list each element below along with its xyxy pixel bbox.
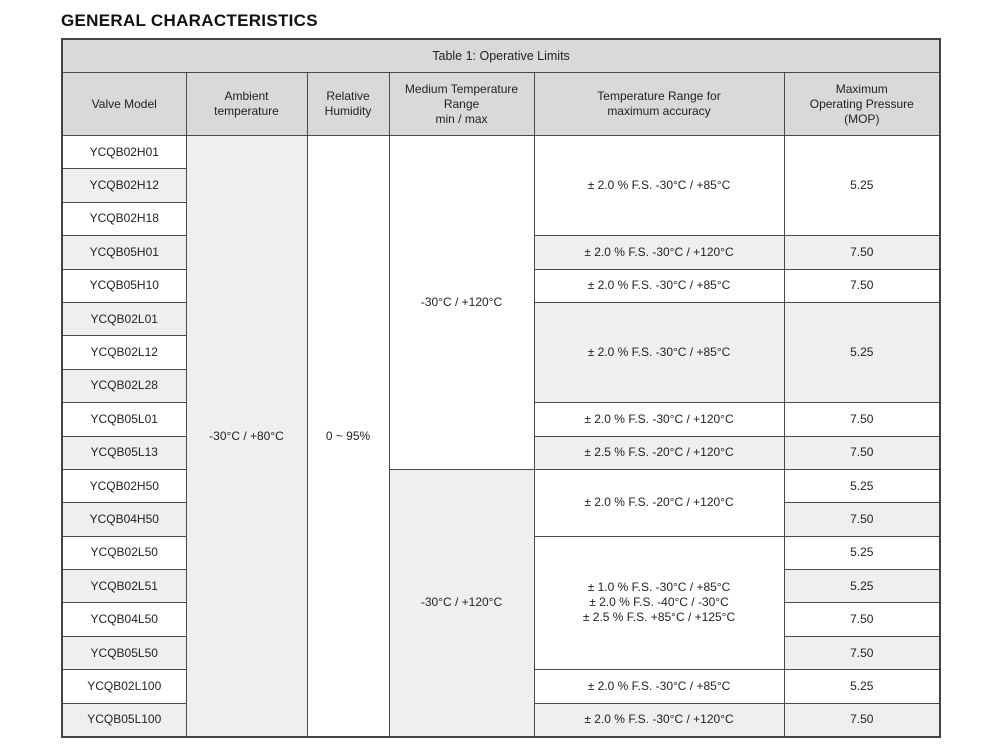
- operative-limits-table: [61, 38, 941, 738]
- model-cell: YCQB02L28: [62, 369, 186, 402]
- model-cell: YCQB02H01: [62, 136, 186, 169]
- table-header-row: [62, 73, 940, 136]
- mop-cell: 5.25: [784, 136, 940, 236]
- accuracy-cell: ± 1.0 % F.S. -30°C / +85°C ± 2.0 % F.S. -40°C / -30°C ± 2.5 % F.S. +85°C / +125°C: [534, 536, 784, 670]
- table-row: [62, 136, 940, 169]
- accuracy-cell: ± 2.0 % F.S. -20°C / +120°C: [534, 469, 784, 536]
- accuracy-cell: ± 2.0 % F.S. -30°C / +85°C: [534, 302, 784, 402]
- mop-cell: 5.25: [784, 469, 940, 502]
- model-cell: YCQB05H10: [62, 269, 186, 302]
- model-cell: YCQB02L100: [62, 670, 186, 703]
- table-caption: Table 1: Operative Limits: [62, 39, 940, 73]
- model-cell: YCQB02H50: [62, 469, 186, 502]
- medium-temperature-cell: -30°C / +120°C: [389, 469, 534, 737]
- model-cell: YCQB05L13: [62, 436, 186, 469]
- header-valve-model: Valve Model: [62, 73, 186, 136]
- accuracy-cell: ± 2.0 % F.S. -30°C / +120°C: [534, 703, 784, 737]
- model-cell: YCQB05L100: [62, 703, 186, 737]
- model-cell: YCQB05L50: [62, 636, 186, 669]
- mop-cell: 7.50: [784, 636, 940, 669]
- accuracy-cell: ± 2.0 % F.S. -30°C / +120°C: [534, 236, 784, 269]
- header-accuracy-range: Temperature Range for maximum accuracy: [534, 73, 784, 136]
- mop-cell: 7.50: [784, 703, 940, 737]
- header-mop: Maximum Operating Pressure (MOP): [784, 73, 940, 136]
- model-cell: YCQB04H50: [62, 503, 186, 536]
- mop-cell: 5.25: [784, 570, 940, 603]
- section-title: GENERAL CHARACTERISTICS: [61, 11, 318, 30]
- model-cell: YCQB02L50: [62, 536, 186, 569]
- model-cell: YCQB05H01: [62, 236, 186, 269]
- header-medium-temperature: Medium Temperature Range min / max: [389, 73, 534, 136]
- mop-cell: 7.50: [784, 269, 940, 302]
- mop-cell: 7.50: [784, 603, 940, 636]
- mop-cell: 7.50: [784, 436, 940, 469]
- model-cell: YCQB02L51: [62, 570, 186, 603]
- table-caption-row: [62, 39, 940, 73]
- accuracy-cell: ± 2.5 % F.S. -20°C / +120°C: [534, 436, 784, 469]
- mop-cell: 7.50: [784, 503, 940, 536]
- model-cell: YCQB05L01: [62, 403, 186, 436]
- model-cell: YCQB02L12: [62, 336, 186, 369]
- model-cell: YCQB04L50: [62, 603, 186, 636]
- accuracy-cell: ± 2.0 % F.S. -30°C / +120°C: [534, 403, 784, 436]
- mop-cell: 7.50: [784, 403, 940, 436]
- model-cell: YCQB02H12: [62, 169, 186, 202]
- accuracy-cell: ± 2.0 % F.S. -30°C / +85°C: [534, 670, 784, 703]
- ambient-temperature-cell: -30°C / +80°C: [186, 136, 307, 738]
- mop-cell: 7.50: [784, 236, 940, 269]
- medium-temperature-cell: -30°C / +120°C: [389, 136, 534, 470]
- header-ambient-temperature: Ambient temperature: [186, 73, 307, 136]
- accuracy-cell: ± 2.0 % F.S. -30°C / +85°C: [534, 136, 784, 236]
- humidity-cell: 0 ~ 95%: [307, 136, 389, 738]
- header-relative-humidity: Relative Humidity: [307, 73, 389, 136]
- mop-cell: 5.25: [784, 536, 940, 569]
- accuracy-cell: ± 2.0 % F.S. -30°C / +85°C: [534, 269, 784, 302]
- mop-cell: 5.25: [784, 302, 940, 402]
- model-cell: YCQB02L01: [62, 302, 186, 335]
- model-cell: YCQB02H18: [62, 202, 186, 235]
- mop-cell: 5.25: [784, 670, 940, 703]
